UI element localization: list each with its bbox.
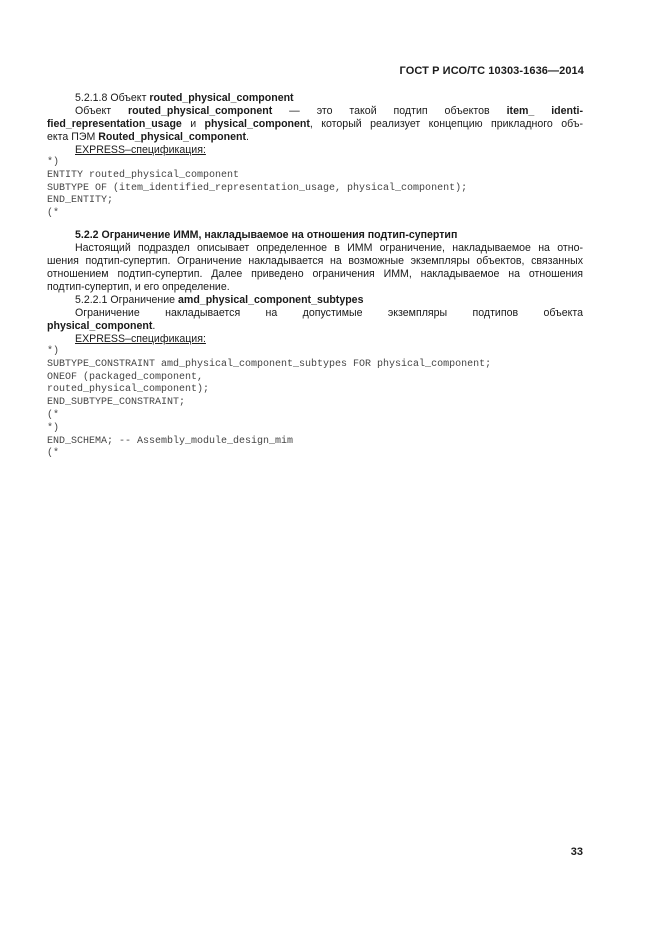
document-id-header: ГОСТ Р ИСО/ТС 10303-1636—2014 [399, 65, 584, 77]
section-5221-express-label-row [47, 333, 583, 346]
bold-term: fied_representation_usage [47, 118, 182, 130]
code-line: (* [47, 208, 60, 220]
section-522-para-line-1: Настоящий подраздел описывает определенное в ИММ ограничение, накладываемое на отно- [75, 241, 583, 254]
section-5221-heading [47, 294, 583, 307]
section-522-para-line-2: шения подтип-супертип. Ограничение накладывается на возможные экземпляры объектов, связанных [47, 254, 583, 267]
code-line: SUBTYPE_CONSTRAINT amd_physical_component_subtypes FOR physical_component; [47, 358, 492, 370]
section-5221-para-line-2 [47, 320, 583, 333]
section-522-heading: 5.2.2 Ограничение ИММ, накладываемое на отношения подтип-супертип [75, 228, 458, 241]
bold-term: Routed_physical_component [98, 131, 246, 143]
page-content [47, 92, 583, 461]
section-5218-express-label-row [47, 144, 583, 157]
code-line: (* [47, 448, 60, 460]
code-line: *) [47, 157, 60, 168]
bold-term: routed_physical_component [128, 105, 273, 117]
section-5221-para-line-1: Ограничение накладывается на допустимые экземпляры подтипов объекта [75, 306, 583, 319]
code-line: ONEOF (packaged_component, [47, 371, 204, 383]
code-line: (* [47, 409, 60, 421]
section-5218-heading [47, 92, 583, 105]
section-5221-heading-prefix: 5.2.2.1 Ограничение [75, 293, 179, 306]
section-5221-entity-name: physical_component [47, 319, 153, 332]
section-5218-para-line-3: екта ПЭМ Routed_physical_component. [47, 131, 249, 143]
section-5218-express-label: EXPRESS–спецификация: [75, 144, 206, 156]
code-line: END_SUBTYPE_CONSTRAINT; [47, 397, 186, 409]
section-5218-heading-entity: routed_physical_component [149, 92, 294, 104]
code-line: routed_physical_component); [47, 384, 210, 396]
section-522-para-line-3: отношением подтип-супертип. Далее приведено ограничения ИММ, накладываемое на отношения [47, 267, 583, 280]
section-5221-para-end: . [152, 319, 156, 332]
section-5218-para-line-2: fied_representation_usage и physical_component, который реализует концепцию прикладного объ- [47, 118, 583, 130]
page-number: 33 [570, 846, 583, 858]
code-line: *) [47, 345, 60, 357]
code-line: END_SCHEMA; -- Assembly_module_design_mim [47, 435, 294, 447]
section-5221-express-label: EXPRESS–спецификация: [75, 332, 206, 345]
bold-term: physical_component [204, 118, 310, 130]
code-line: *) [47, 422, 60, 434]
code-line: ENTITY routed_physical_component [47, 169, 240, 181]
code-line: SUBTYPE OF (item_identified_representation_usage, physical_component); [47, 182, 468, 194]
bold-term: item_ identi- [506, 105, 583, 117]
section-5221-heading-constraint: amd_physical_component_subtypes [178, 293, 364, 306]
section-5218-code-block [47, 157, 583, 221]
section-5221-code-block [47, 346, 583, 461]
section-522-para-line-4: подтип-супертип, и его определение. [47, 280, 230, 293]
code-line: END_ENTITY; [47, 195, 114, 207]
section-5218-para-line-1: Объект routed_physical_component — это такой подтип объектов item_ identi- [75, 105, 583, 117]
section-5218-heading-prefix: 5.2.1.8 Объект [75, 92, 150, 104]
